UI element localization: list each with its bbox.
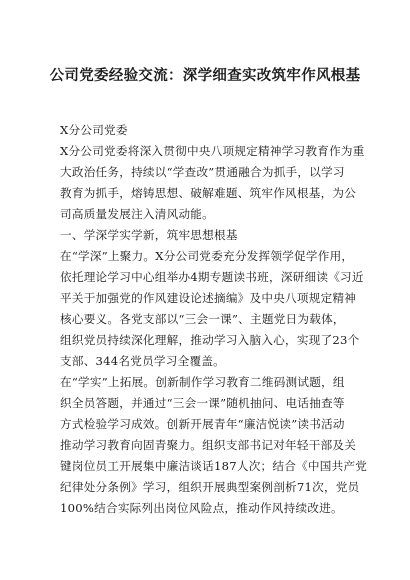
body-line: 键岗位员工开展集中廉洁谈话187人次；结合《中国共产党 — [60, 459, 368, 473]
body-line: 纪律处分条例》学习，组织开展典型案例剖析71次，党员 — [60, 480, 360, 494]
body-line: 支部、344名党员学习全覆盖。 — [60, 354, 226, 368]
section-heading: 一、学深学实学新，筑牢思想根基 — [60, 228, 238, 242]
document-title: 公司党委经验交流：深学细查实改筑牢作风根基 — [49, 68, 361, 84]
body-line: 依托理论学习中心组举办4期专题读书班，深研细读《习近 — [60, 270, 364, 284]
body-line: 在“学深”上聚力。X分公司党委充分发挥领学促学作用， — [60, 249, 354, 263]
body-line: 织全员答题，并通过“三会一课”随机抽问、电话抽查等 — [60, 396, 345, 410]
body-line: 在“学实”上拓展。创新制作学习教育二维码测试题，组 — [60, 375, 345, 389]
body-line: 100%结合实际列出岗位风险点，推动作风持续改进。 — [60, 501, 343, 515]
body-line: 教育为抓手，熔铸思想、破解难题、筑牢作风根基，为公 — [60, 186, 357, 200]
body-line: 方式检验学习成效。创新开展青年“廉洁悦读”读书活动 — [60, 417, 345, 431]
body-line: X分公司党委将深入贯彻中央八项规定精神学习教育作为重 — [60, 144, 365, 158]
body-line: 平关于加强党的作风建设论述摘编》及中央八项规定精神 — [60, 291, 357, 305]
body-line: 司高质量发展注入清风动能。 — [60, 207, 214, 221]
body-line: 组织党员持续深化理解，推动学习入脑入心，实现了23个 — [60, 333, 360, 347]
body-line: 推动学习教育向固青聚力。组织支部书记对年轻干部及关 — [60, 438, 357, 452]
body-line: 大政治任务，持续以“学查改”贯通融合为抓手，以学习 — [60, 165, 345, 179]
author-line: X分公司党委 — [60, 123, 128, 137]
body-line: 核心要义。各党支部以“三会一课”、主题党日为载体， — [60, 312, 345, 326]
